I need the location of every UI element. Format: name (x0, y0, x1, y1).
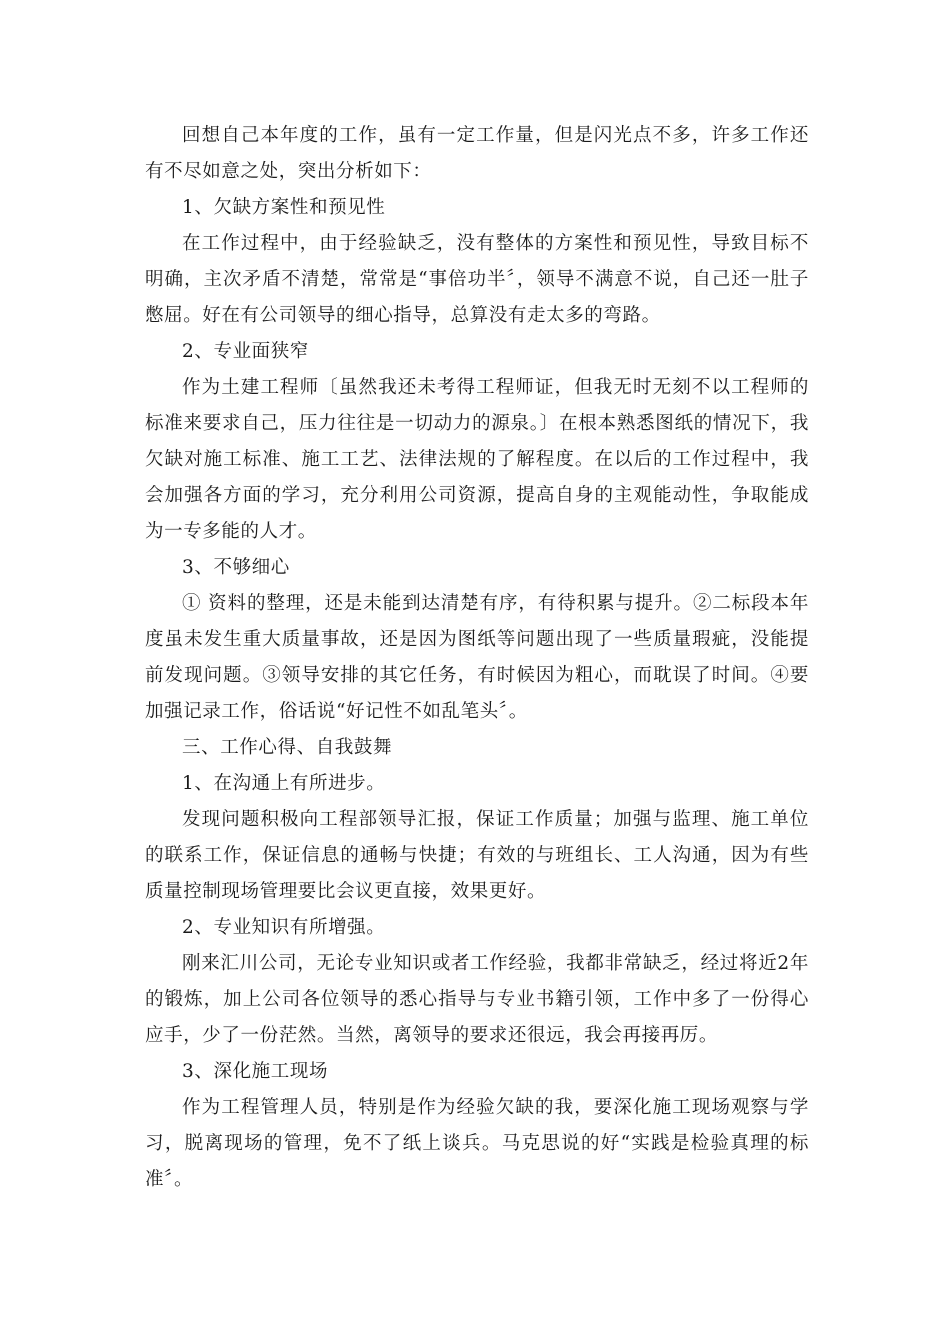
paragraph-site: 作为工程管理人员，特别是作为经验欠缺的我，要深化施工现场观察与学习，脱离现场的管理，免不了纸上谈兵。马克思说的好“实践是检验真理的标准〞。 (145, 1097, 809, 1190)
section-heading-insights: 三、工作心得、自我鼓舞 (182, 737, 393, 758)
heading-site: 3、深化施工现场 (182, 1061, 329, 1082)
heading-not-careful: 3、不够细心 (182, 557, 290, 578)
document-body (145, 118, 809, 1198)
paragraph-narrow-expertise: 作为土建工程师〔虽然我还未考得工程师证，但我无时无刻不以工程师的标准来要求自己，压力往往是一切动力的源泉。〕在根本熟悉图纸的情况下，我欠缺对施工标准、施工工艺、法律法规的了解程度。在以后的工作过程中，我会加强各方面的学习，充分利用公司资源，提高自身的主观能动性，争取能成为一专多能的人才。 (145, 377, 809, 542)
paragraph-communication: 发现问题积极向工程部领导汇报，保证工作质量；加强与监理、施工单位的联系工作，保证信息的通畅与快捷；有效的与班组长、工人沟通，因为有些质量控制现场管理要比会议更直接，效果更好。 (145, 809, 809, 902)
heading-narrow-expertise: 2、专业面狭窄 (182, 341, 309, 362)
paragraph-not-careful: ① 资料的整理，还是未能到达清楚有序，有待积累与提升。②二标段本年度虽未发生重大质量事故，还是因为图纸等问题出现了一些质量瑕疵，没能提前发现问题。③领导安排的其它任务，有时候因为粗心，而耽误了时间。④要加强记录工作，俗话说“好记性不如乱笔头〞。 (145, 593, 809, 722)
paragraph-knowledge: 刚来汇川公司，无论专业知识或者工作经验，我都非常缺乏，经过将近2年的锻炼，加上公司各位领导的悉心指导与专业书籍引领，工作中多了一份得心应手，少了一份茫然。当然，离领导的要求还很远，我会再接再厉。 (145, 953, 809, 1046)
heading-communication: 1、在沟通上有所进步。 (182, 773, 386, 794)
heading-knowledge: 2、专业知识有所增强。 (182, 917, 386, 938)
paragraph-intro: 回想自己本年度的工作，虽有一定工作量，但是闪光点不多，许多工作还有不尽如意之处，突出分析如下： (145, 125, 809, 182)
paragraph-lack-of-planning: 在工作过程中，由于经验缺乏，没有整体的方案性和预见性，导致目标不明确，主次矛盾不清楚，常常是“事倍功半〞，领导不满意不说，自己还一肚子憋屈。好在有公司领导的细心指导，总算没有走太多的弯路。 (145, 233, 809, 326)
heading-lack-of-planning: 1、欠缺方案性和预见性 (182, 197, 386, 218)
